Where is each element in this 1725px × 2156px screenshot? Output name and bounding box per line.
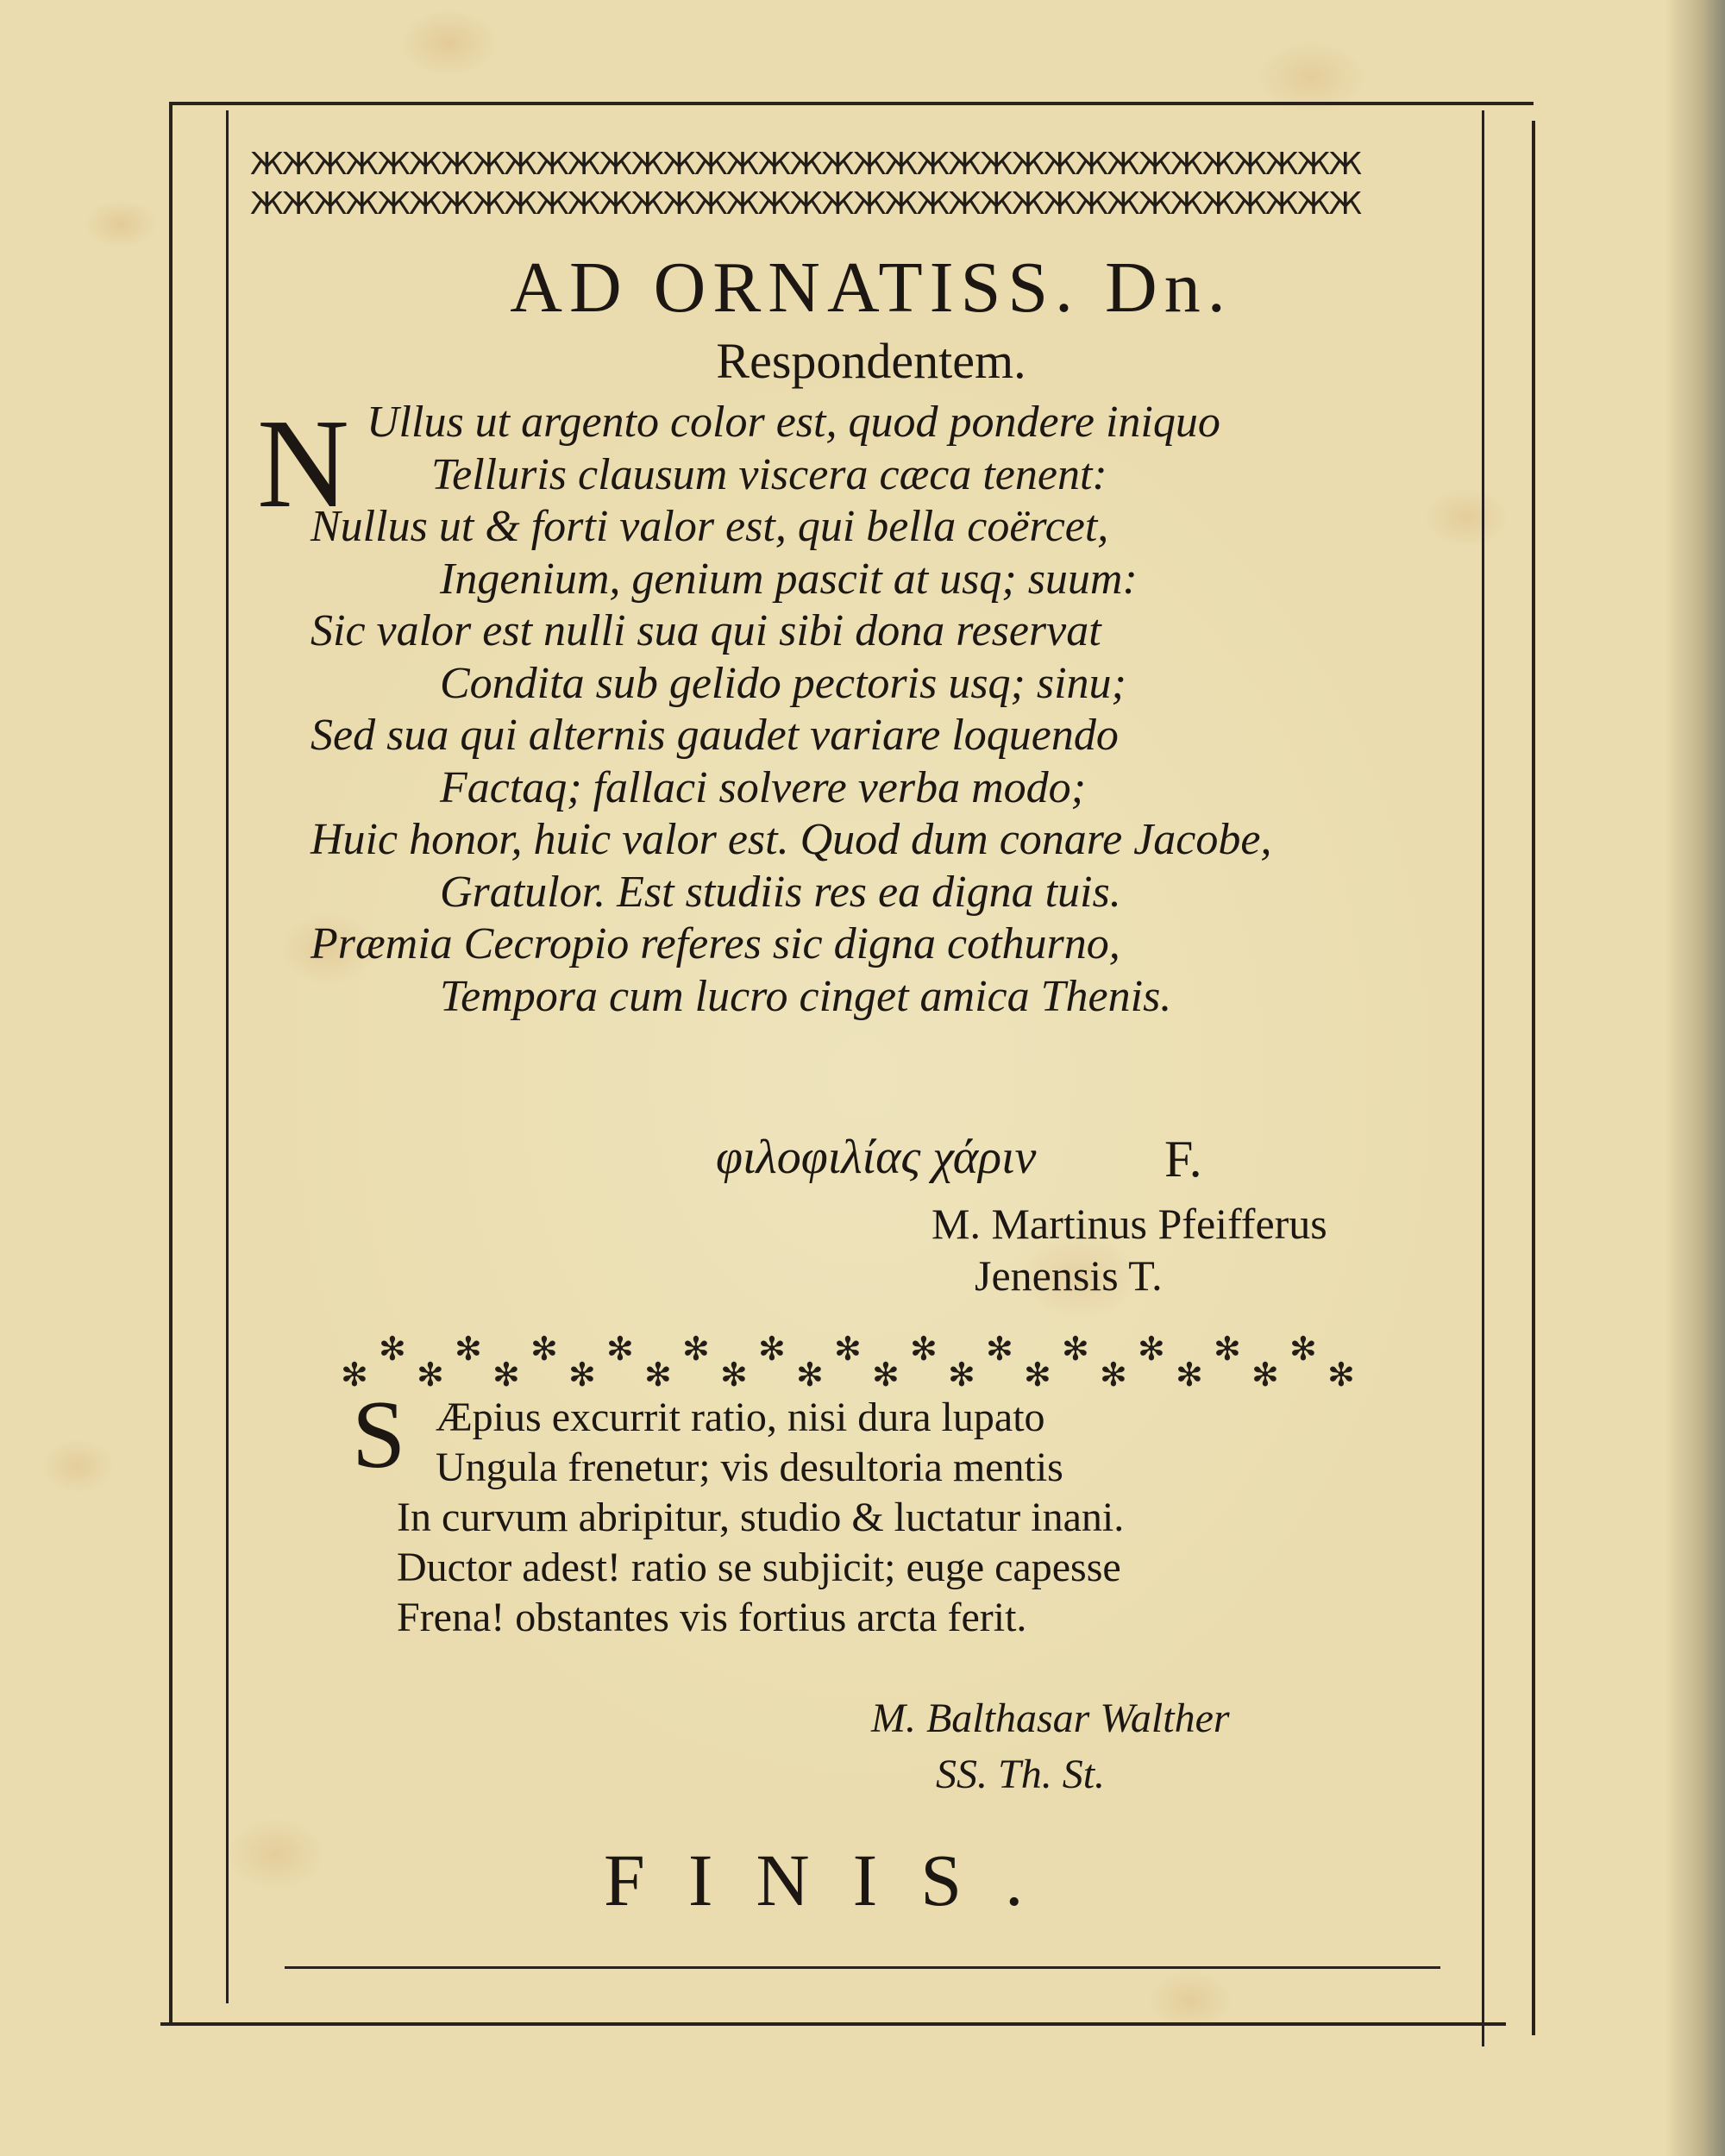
frame-top-rule bbox=[171, 102, 1534, 105]
star-ornament-icon: ✻ bbox=[758, 1330, 786, 1368]
header-ornament-band bbox=[250, 145, 1475, 229]
page-title: AD ORNATISS. Dn. bbox=[510, 248, 1233, 328]
poem-line: Præmia Cecropio referes sic digna cothurno, bbox=[310, 919, 1120, 968]
star-ornament-icon: ✻ bbox=[1176, 1356, 1203, 1394]
star-ornament-icon: ✻ bbox=[834, 1330, 862, 1368]
star-ornament-icon: ✻ bbox=[910, 1330, 938, 1368]
frame-inner-right-rule bbox=[1482, 110, 1484, 2046]
star-ornament-icon: ✻ bbox=[379, 1330, 406, 1368]
star-ornament-icon: ✻ bbox=[1327, 1356, 1355, 1394]
epigram-line: Ductor adest! ratio se subjicit; euge capesse bbox=[397, 1545, 1121, 1590]
page-subtitle: Respondentem. bbox=[716, 333, 1026, 389]
star-ornament-icon: ✻ bbox=[1100, 1356, 1127, 1394]
epigram-line: Æpius excurrit ratio, nisi dura lupato bbox=[436, 1395, 1045, 1440]
finis-heading: FINIS. bbox=[604, 1839, 1067, 1921]
star-ornament-icon: ✻ bbox=[606, 1330, 634, 1368]
frame-outer-left-rule bbox=[169, 102, 172, 2025]
author-name-walther: M. Balthasar Walther bbox=[871, 1695, 1230, 1741]
frame-outer-bottom-rule bbox=[160, 2022, 1506, 2026]
poem-line: Sic valor est nulli sua qui sibi dona reservat bbox=[310, 606, 1101, 655]
frame-outer-right-rule bbox=[1532, 121, 1535, 2035]
frame-inner-bottom-rule bbox=[285, 1966, 1440, 1969]
poem-line: Factaq; fallaci solvere verba modo; bbox=[440, 762, 1086, 812]
star-ornament-icon: ✻ bbox=[1289, 1330, 1317, 1368]
star-ornament-icon: ✻ bbox=[720, 1356, 748, 1394]
epigram-line: Ungula frenetur; vis desultoria mentis bbox=[436, 1445, 1063, 1490]
poem bbox=[310, 397, 1432, 1023]
ornament-row-bottom: ЖЖЖЖЖЖЖЖЖЖЖЖЖЖЖЖЖЖЖЖЖЖЖЖЖЖЖЖЖЖЖЖЖЖЖ bbox=[250, 186, 1361, 222]
page-edge-shadow bbox=[1665, 0, 1725, 2156]
author-name-pfeifferus: M. Martinus Pfeifferus bbox=[932, 1200, 1327, 1248]
star-ornament-icon: ✻ bbox=[682, 1330, 710, 1368]
poem-line: Condita sub gelido pectoris usq; sinu; bbox=[440, 658, 1126, 708]
star-ornament-icon: ✻ bbox=[530, 1330, 558, 1368]
star-ornament-icon: ✻ bbox=[948, 1356, 975, 1394]
star-ornament-icon: ✻ bbox=[1024, 1356, 1051, 1394]
author-place-jenensis: Jenensis T. bbox=[975, 1251, 1163, 1300]
poem-line: Huic honor, huic valor est. Quod dum conare Jacobe, bbox=[310, 815, 1272, 864]
star-ornament-icon: ✻ bbox=[568, 1356, 596, 1394]
star-ornament-icon: ✻ bbox=[341, 1356, 368, 1394]
epigram-line: In curvum abripitur, studio & luctatur inani. bbox=[397, 1495, 1125, 1540]
star-ornament-icon: ✻ bbox=[455, 1330, 482, 1368]
poem-line: Tempora cum lucro cinget amica Thenis. bbox=[440, 971, 1172, 1021]
poem-line: Nullus ut & forti valor est, qui bella coërcet, bbox=[310, 502, 1109, 551]
epigram-line: Frena! obstantes vis fortius arcta ferit. bbox=[397, 1595, 1027, 1640]
star-ornament-icon: ✻ bbox=[492, 1356, 520, 1394]
poem-line: Sed sua qui alternis gaudet variare loquendo bbox=[310, 711, 1119, 760]
star-ornament-icon: ✻ bbox=[1062, 1330, 1089, 1368]
poem-line: Ingenium, genium pascit at usq; suum: bbox=[440, 554, 1138, 604]
signature-letter-f: F. bbox=[1164, 1131, 1202, 1188]
poem-line: Ullus ut argento color est, quod pondere iniquo bbox=[367, 398, 1220, 447]
star-ornament-icon: ✻ bbox=[1251, 1356, 1279, 1394]
author-title-walther: SS. Th. St. bbox=[936, 1752, 1106, 1797]
poem-line: Telluris clausum viscera cæca tenent: bbox=[431, 449, 1107, 499]
star-ornament-icon: ✻ bbox=[417, 1356, 444, 1394]
star-ornament-icon: ✻ bbox=[872, 1356, 900, 1394]
star-ornament-icon: ✻ bbox=[1138, 1330, 1165, 1368]
ornament-row-top: ЖЖЖЖЖЖЖЖЖЖЖЖЖЖЖЖЖЖЖЖЖЖЖЖЖЖЖЖЖЖЖЖЖЖЖ bbox=[250, 147, 1361, 182]
greek-dedication: φιλοφιλίας χάριν bbox=[716, 1131, 1037, 1184]
star-ornament-icon: ✻ bbox=[986, 1330, 1013, 1368]
poem-dropcap: N bbox=[257, 393, 349, 535]
epigram-dropcap: S bbox=[352, 1382, 406, 1489]
epigram bbox=[397, 1393, 1124, 1643]
star-ornament-icon: ✻ bbox=[644, 1356, 672, 1394]
frame-inner-left-rule bbox=[226, 110, 229, 2003]
poem-line: Gratulor. Est studiis res ea digna tuis. bbox=[440, 867, 1121, 917]
star-ornament-icon: ✻ bbox=[796, 1356, 824, 1394]
star-ornament-icon: ✻ bbox=[1214, 1330, 1241, 1368]
